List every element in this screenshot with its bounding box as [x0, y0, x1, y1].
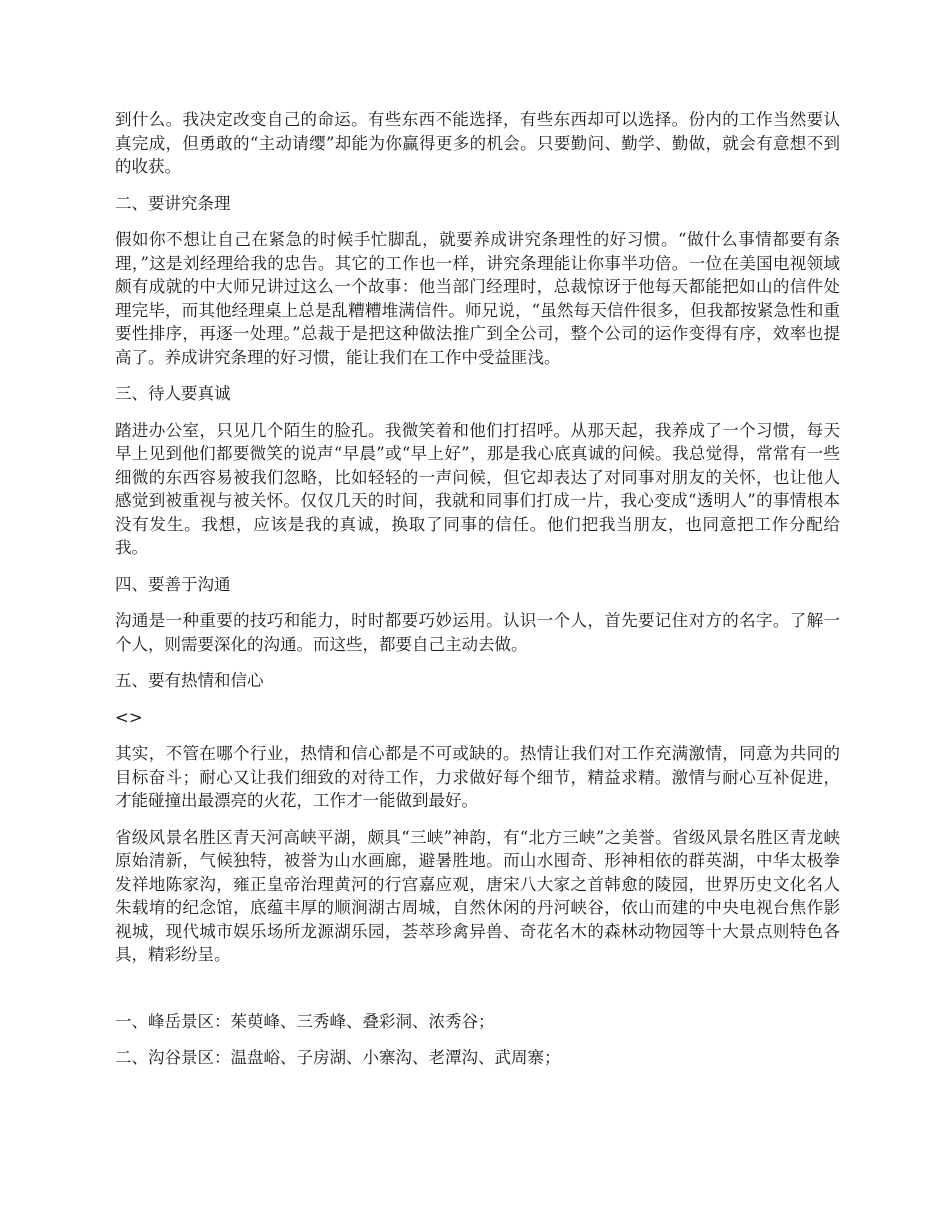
paragraph-passion: 其实，不管在哪个行业，热情和信心都是不可或缺的。热情让我们对工作充满激情，同意为共同的目标奋斗；耐心又让我们细致的对待工作，力求做好每个细节，精益求精。激情与耐心互补促进，才能碰撞出最漂亮的火花，工作才一能做到最好。: [115, 744, 840, 810]
section-heading-4: 四、要善于沟通: [115, 574, 231, 594]
scenic-area-valleys: 二、沟谷景区：温盘峪、子房湖、小寨沟、老潭沟、武周寨；: [115, 1048, 561, 1067]
scenic-area-peaks: 一、峰岳景区：茱萸峰、三秀峰、叠彩洞、浓秀谷；: [115, 1011, 495, 1031]
section-heading-5: 五、要有热情和信心: [115, 671, 264, 690]
paragraph-communication: 沟通是一种重要的技巧和能力，时时都要巧妙运用。认识一个人，首先要记住对方的名字。了解一个人，则需要深化的沟通。而这些，都要自己主动去做。: [115, 611, 840, 654]
document-body: [115, 108, 840, 1083]
blank-spacer: [115, 980, 840, 1010]
placeholder-marker: <>: [115, 707, 143, 727]
section-heading-2: 二、要讲究条理: [115, 193, 231, 213]
paragraph-sincerity: 踏进办公室，只见几个陌生的脸孔。我微笑着和他们打招呼。从那天起，我养成了一个习惯，每天早上见到他们都要微笑的说声“早晨”或“早上好”，那是我心底真诚的问候。我总觉得，常常有一些细微的东西容易被我们忽略，比如轻轻的一声问候，但它却表达了对同事对朋友的关怀，也让他人感觉到被重视与被关怀。仅仅几天的时间，我就和同事们打成一片，我心变成“透明人”的事情根本没有发生。我想，应该是我的真诚，换取了同事的信任。他们把我当朋友，也同意把工作分配给我。: [115, 420, 840, 557]
section-heading-3: 三、待人要真诚: [115, 384, 231, 403]
paragraph-order: 假如你不想让自己在紧急的时候手忙脚乱，就要养成讲究条理性的好习惯。“做什么事情都要有条理，”这是刘经理给我的忠告。其它的工作也一样，讲究条理能让你事半功倍。一位在美国电视领域颇有成就的中大师兄讲过这么一个故事：他当部门经理时，总裁惊讶于他每天都能把如山的信件处理完毕，而其他经理桌上总是乱糟糟堆满信件。师兄说，“虽然每天信件很多，但我都按紧急性和重要性排序，再逐一处理。”总裁于是把这种做法推广到全公司，整个公司的运作变得有序，效率也提高了。养成讲究条理的好习惯，能让我们在工作中受益匪浅。: [115, 230, 840, 367]
paragraph-intro: 到什么。我决定改变自己的命运。有些东西不能选择，有些东西却可以选择。份内的工作当然要认真完成，但勇敢的“主动请缨”却能为你赢得更多的机会。只要勤问、勤学、勤做，就会有意想不到的收获。: [115, 110, 840, 176]
paragraph-scenery: 省级风景名胜区青天河高峡平湖，颇具“三峡”神韵，有“北方三峡”之美誉。省级风景名胜区青龙峡原始清新，气候独特，被誉为山水画廊，避暑胜地。而山水囤奇、形神相依的群英湖，中华太极拳发祥地陈家沟，雍正皇帝治理黄河的行宫嘉应观，唐宋八大家之首韩愈的陵园，世界历史文化名人朱载堉的纪念馆，底蕴丰厚的顺涧湖古周城，自然休闲的丹河峡谷，依山而建的中央电视台焦作影视城，现代城市娱乐场所龙源湖乐园，荟萃珍禽异兽、奇花名木的森林动物园等十大景点则特色各具，精彩纷呈。: [115, 827, 840, 964]
